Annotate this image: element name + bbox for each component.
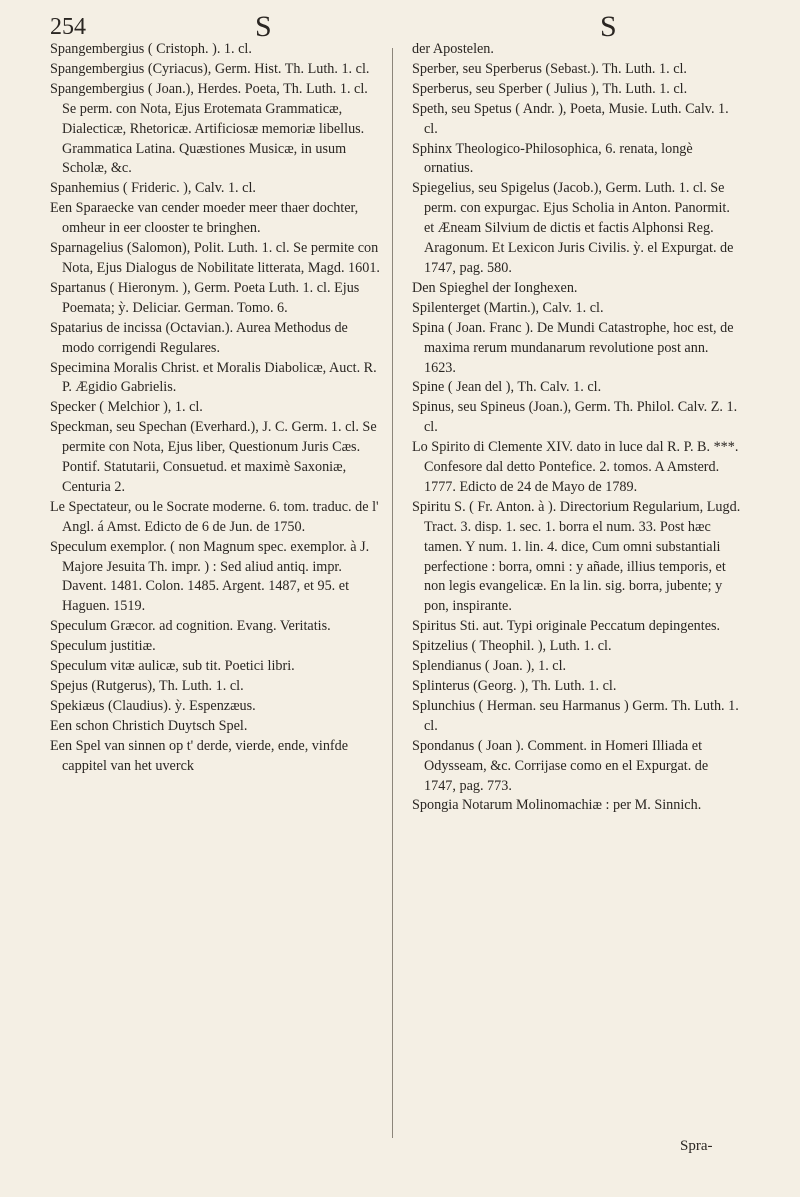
index-entry: Spangembergius (Cyriacus), Germ. Hist. Th. Luth. 1. cl. xyxy=(50,60,370,77)
index-entry: Spekiæus (Claudius). ỳ. Espenzæus. xyxy=(50,697,256,714)
index-entry: Spitzelius ( Theophil. ), Luth. 1. cl. xyxy=(412,638,612,655)
index-entry: Spina ( Joan. Franc ). De Mundi Catastrophe, hoc est, de maxima rerum mundanarum revolutione post ann. 1623. xyxy=(412,319,734,376)
page-header xyxy=(0,8,800,42)
index-entry: Le Spectateur, ou le Socrate moderne. 6. tom. traduc. de l' Angl. á Amst. Edicto de 6 de Jun. de 1750. xyxy=(50,498,379,535)
index-entry: Speth, seu Spetus ( Andr. ), Poeta, Musie. Luth. Calv. 1. cl. xyxy=(412,100,729,137)
index-entry: Spondanus ( Joan ). Comment. in Homeri Illiada et Odysseam, &c. Corrijase como en el Expurgat. de 1747, pag. 773. xyxy=(412,737,709,794)
index-entry: Spiritus Sti. aut. Typi originale Peccatum depingentes. xyxy=(412,618,721,635)
index-entry: Splunchius ( Herman. seu Harmanus ) Germ. Th. Luth. 1. cl. xyxy=(412,697,739,734)
index-entry: Speculum justitiæ. xyxy=(50,638,156,655)
index-entry: Specker ( Melchior ), 1. cl. xyxy=(50,399,203,416)
index-entry: Sphinx Theologico-Philosophica, 6. renata, longè ornatius. xyxy=(412,140,693,177)
index-entry: Speculum vitæ aulicæ, sub tit. Poetici libri. xyxy=(50,658,295,675)
index-entry: Een schon Christich Duytsch Spel. xyxy=(50,717,248,734)
right-column xyxy=(412,40,742,816)
index-entry: Spangembergius ( Cristoph. ). 1. cl. xyxy=(50,41,252,57)
index-entry: Den Spieghel der Ionghexen. xyxy=(412,279,578,296)
index-entry: Spilenterget (Martin.), Calv. 1. cl. xyxy=(412,299,604,316)
index-entry: Een Sparaecke van cender moeder meer thaer dochter, omheur in eer clooster te bringhen. xyxy=(50,200,359,237)
index-entry: Spinus, seu Spineus (Joan.), Germ. Th. Philol. Calv. Z. 1. cl. xyxy=(412,399,738,436)
index-entry: Spatarius de incissa (Octavian.). Aurea Methodus de modo corrigendi Regulares. xyxy=(50,319,348,356)
index-entry: Spartanus ( Hieronym. ), Germ. Poeta Luth. 1. cl. Ejus Poemata; ỳ. Deliciar. German. Tomo. 6. xyxy=(50,279,360,316)
catchword: Spra- xyxy=(680,1138,713,1154)
index-entry: Sparnagelius (Salomon), Polit. Luth. 1. cl. Se permite con Nota, Ejus Dialogus de Nobilitate litterata, Magd. 1601. xyxy=(50,240,380,276)
index-entry: Spiegelius, seu Spigelus (Jacob.), Germ. Luth. 1. cl. Se perm. con expurgac. Ejus Scholia in Anton. Panormit. et Æneam Silvium de dictis et factis Alphonsi Reg. Aragonum. Et Lexicon Juris Civilis. ỳ. el Expurgat. de 1747, pag. 580. xyxy=(412,180,734,276)
index-entry: Lo Spirito di Clemente XIV. dato in luce dal R. P. B. ***. Confesore dal detto Pontefice. 2. tomos. A Amsterd. 1777. Edicto de 24 de Mayo de 1789. xyxy=(412,439,739,495)
column-divider xyxy=(392,48,393,1138)
index-entry: Een Spel van sinnen op t' derde, vierde, ende, vinfde cappitel van het uverck xyxy=(50,737,349,774)
index-entry: Spongia Notarum Molinomachiæ : per M. Sinnich. xyxy=(412,797,702,814)
index-entry: der Apostelen. xyxy=(412,41,494,57)
page-number: 254 xyxy=(50,14,86,40)
index-entry: Speculum Græcor. ad cognition. Evang. Veritatis. xyxy=(50,618,331,635)
index-entry: Sperberus, seu Sperber ( Julius ), Th. Luth. 1. cl. xyxy=(412,80,688,97)
right-running-letter: S xyxy=(600,10,617,43)
index-entry: Specimina Moralis Christ. et Moralis Diabolicæ, Auct. R. P. Ægidio Gabrielis. xyxy=(50,359,377,396)
index-entry: Spanhemius ( Frideric. ), Calv. 1. cl. xyxy=(50,180,256,197)
index-entry: Spiritu S. ( Fr. Anton. à ). Directorium Regularium, Lugd. Tract. 3. disp. 1. sec. 1. borra el num. 33. Post hæc tamen. Y num. 1. lin. 4. dice, Cum omni substantiali perfectione : borra, omni : y añade, illius temporis, et non legis evangelicæ. En la lin. sig. borra, jubente; y pon, inspirante. xyxy=(412,498,741,615)
left-column xyxy=(50,40,380,777)
index-entry: Speckman, seu Spechan (Everhard.), J. C. Germ. 1. cl. Se permite con Nota, Ejus liber, Questionum Juris Cæs. Pontif. Statutarii, Consuetud. et maximè Saxoniæ, Centuria 2. xyxy=(50,419,377,495)
index-entry: Splendianus ( Joan. ), 1. cl. xyxy=(412,658,567,675)
index-entry: Spangembergius ( Joan.), Herdes. Poeta, Th. Luth. 1. cl. Se perm. con Nota, Ejus Erotemata Grammaticæ, Dialecticæ, Rhetoricæ. Artificiosæ memoriæ libellus. Grammatica Latina. Quæstiones Musicæ, in usum Scholæ, &c. xyxy=(50,80,368,177)
index-entry: Spejus (Rutgerus), Th. Luth. 1. cl. xyxy=(50,678,244,694)
index-entry: Speculum exemplor. ( non Magnum spec. exemplor. à J. Majore Jesuita Th. impr. ) : Sed aliud antiq. impr. Davent. 1481. Colon. 1485. Argent. 1487, et 95. et Haguen. 1519. xyxy=(50,538,370,615)
index-entry: Sperber, seu Sperberus (Sebast.). Th. Luth. 1. cl. xyxy=(412,60,687,77)
left-running-letter: S xyxy=(255,10,272,43)
index-entry: Splinterus (Georg. ), Th. Luth. 1. cl. xyxy=(412,678,617,694)
index-entry: Spine ( Jean del ), Th. Calv. 1. cl. xyxy=(412,379,602,396)
